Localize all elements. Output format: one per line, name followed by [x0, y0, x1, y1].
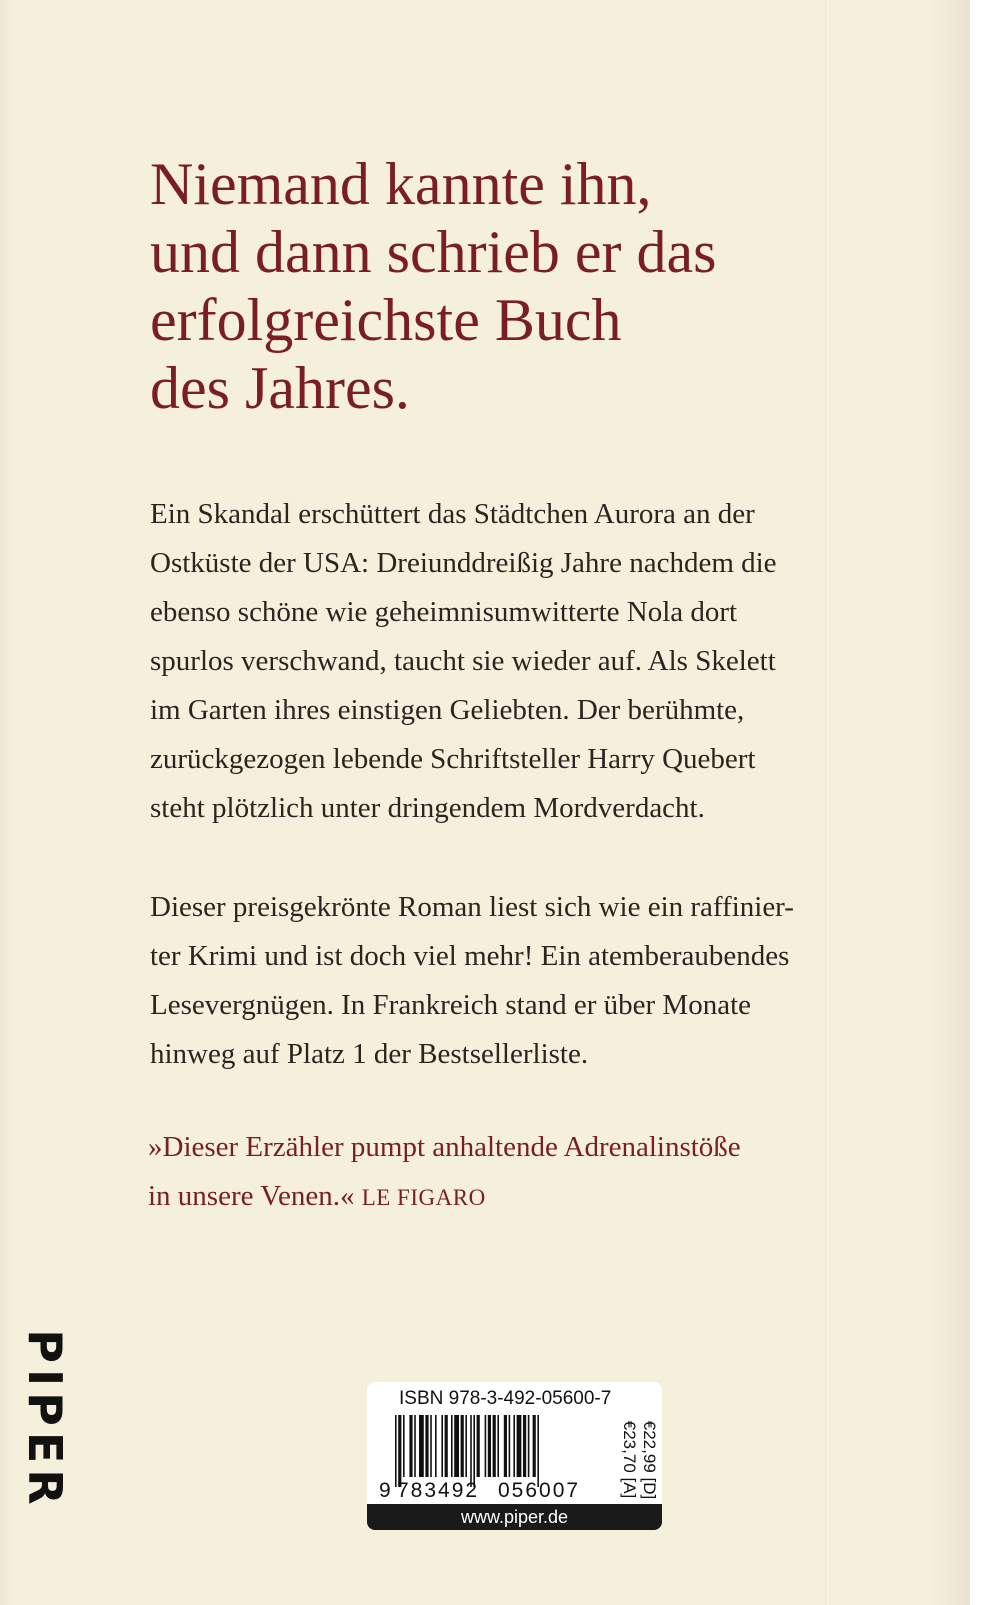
barcode-digit-first: 9: [379, 1479, 391, 1499]
barcode-bar: [425, 1415, 428, 1477]
barcode-bar: [488, 1415, 491, 1477]
barcode-bar: [473, 1415, 475, 1487]
publisher-logo: [19, 1330, 71, 1510]
barcode-bar: [403, 1415, 405, 1477]
quote-line-2: [148, 1172, 888, 1222]
headline-line: erfolgreichste Buch: [150, 287, 622, 353]
barcode-bar: [504, 1415, 507, 1477]
publisher-url: www.piper.de: [367, 1504, 662, 1530]
barcode-digits-left: 783492: [397, 1479, 480, 1499]
barcode-bar: [465, 1415, 467, 1477]
barcode-bar: [509, 1415, 511, 1477]
text-line: Ostküste der USA: Dreiunddreißig Jahre nachdem die: [150, 547, 777, 579]
barcode-digits-right: 056007: [498, 1479, 581, 1499]
barcode-bar: [435, 1415, 437, 1477]
headline-line: und dann schrieb er das: [150, 219, 717, 285]
text-line: Lesevergnügen. In Frankreich stand er über Monate: [150, 989, 751, 1021]
barcode-bar: [513, 1415, 515, 1477]
barcode-bar: [414, 1415, 416, 1477]
barcode-bar: [398, 1415, 401, 1487]
barcode-bar: [528, 1415, 530, 1477]
barcode-bar: [497, 1415, 499, 1477]
barcode-bar: [395, 1415, 397, 1487]
isbn-number: ISBN 978-3-492-05600-7: [399, 1388, 612, 1409]
quote-line-1: »Dieser Erzähler pumpt anhaltende Adrenalinstöße: [148, 1131, 741, 1163]
publisher-logo-text: PIPER: [18, 1329, 72, 1511]
text-line: steht plötzlich unter dringendem Mordverdacht.: [150, 792, 705, 824]
quote-source: LE FIGARO: [361, 1185, 486, 1210]
barcode-icon: [375, 1413, 607, 1499]
barcode-bar: [485, 1415, 487, 1477]
barcode-bar: [451, 1415, 453, 1477]
text-line: Dieser preisgekrönte Roman liest sich wie ein raffinier-: [150, 891, 794, 923]
barcode-bar: [454, 1415, 459, 1477]
headline: [150, 150, 890, 422]
text-line: hinweg auf Platz 1 der Bestsellerliste.: [150, 1038, 589, 1070]
blurb-paragraph-1: [150, 490, 890, 833]
text-line: spurlos verschwand, taucht sie wieder auf. Als Skelett: [150, 645, 776, 677]
barcode-bar: [533, 1415, 536, 1477]
text-line: Ein Skandal erschüttert das Städtchen Aurora an der: [150, 498, 755, 530]
text-line: im Garten ihres einstigen Geliebten. Der berühmte,: [150, 694, 745, 726]
text-line: ter Krimi und ist doch viel mehr! Ein atemberaubendes: [150, 940, 790, 972]
quote-text: in unsere Venen.«: [148, 1180, 355, 1212]
blurb-paragraph-2: [150, 883, 890, 1079]
barcode-bar: [461, 1415, 464, 1477]
barcode-bar: [470, 1415, 472, 1487]
barcode-bar: [477, 1415, 480, 1477]
barcode-label: [367, 1382, 662, 1530]
barcode-bar: [523, 1415, 526, 1477]
price-block: [617, 1410, 661, 1510]
barcode-bar: [493, 1415, 496, 1477]
headline-line: des Jahres.: [150, 355, 410, 421]
headline-line: Niemand kannte ihn,: [150, 151, 652, 217]
barcode-bar: [445, 1415, 448, 1477]
barcode-bar: [517, 1415, 522, 1477]
text-line: zurückgezogen lebende Schriftsteller Harry Quebert: [150, 743, 756, 775]
price-germany: €22,99 [D]: [640, 1420, 659, 1500]
barcode-bar: [419, 1415, 424, 1477]
barcode-bar: [430, 1415, 432, 1477]
press-quote: [148, 1123, 888, 1222]
barcode-bar: [409, 1415, 412, 1477]
text-line: ebenso schöne wie geheimnisumwitterte Nola dort: [150, 596, 738, 628]
price-austria: €23,70 [A]: [620, 1420, 639, 1499]
barcode-bar: [537, 1415, 539, 1487]
barcode-bar: [441, 1415, 443, 1477]
